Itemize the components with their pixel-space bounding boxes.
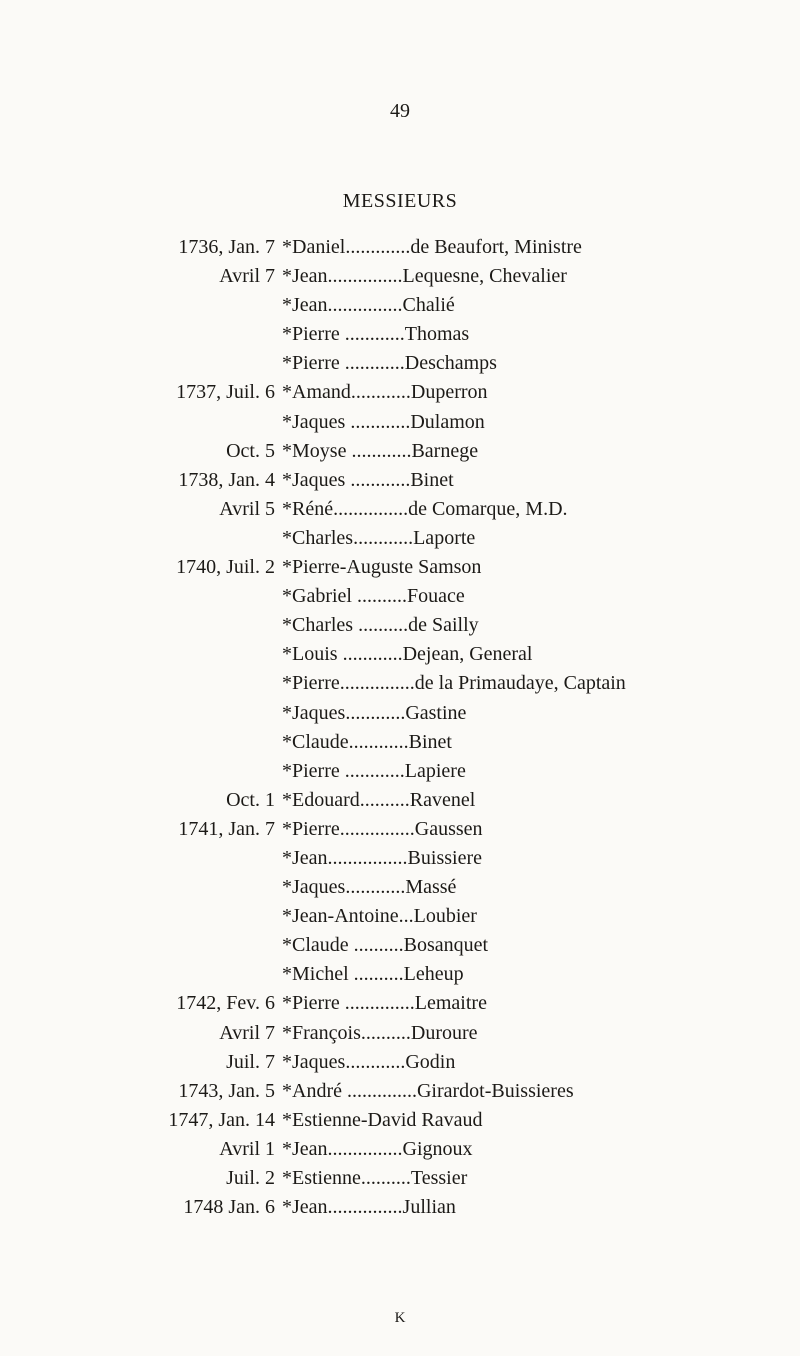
register-entry bbox=[0, 786, 800, 815]
given-name: *Pierre-Auguste Samson bbox=[282, 556, 482, 579]
entry-date: Avril 1 bbox=[219, 1137, 275, 1160]
register-entry bbox=[0, 291, 800, 320]
surname: Buissiere bbox=[407, 846, 482, 869]
dot-leader: ............ bbox=[339, 323, 405, 346]
dot-leader: .......... bbox=[348, 934, 404, 957]
register-entry bbox=[0, 1077, 800, 1106]
register-entry bbox=[0, 233, 800, 262]
register-entry bbox=[0, 699, 800, 728]
surname: Jullian bbox=[402, 1196, 456, 1219]
dot-leader: ............ bbox=[346, 439, 412, 462]
register-entry bbox=[0, 1193, 800, 1222]
entry-date: Oct. 5 bbox=[226, 439, 275, 462]
dot-leader: ............ bbox=[339, 352, 405, 375]
entry-name bbox=[282, 1048, 455, 1077]
given-name: *Charles bbox=[282, 526, 354, 549]
given-name: *Pierre bbox=[282, 992, 340, 1015]
entry-name bbox=[282, 582, 465, 611]
entry-name bbox=[282, 960, 464, 989]
dot-leader: ............ bbox=[350, 381, 411, 404]
surname: Lemaitre bbox=[414, 992, 487, 1015]
register-entry bbox=[0, 437, 800, 466]
surname: de Beaufort, Ministre bbox=[410, 236, 582, 258]
given-name: *André bbox=[282, 1079, 342, 1102]
entry-name bbox=[282, 378, 488, 407]
entry-name bbox=[282, 873, 456, 902]
register-entry bbox=[0, 611, 800, 640]
page-number: 49 bbox=[390, 100, 410, 122]
dot-leader: ............... bbox=[339, 817, 415, 840]
dot-leader: .......... bbox=[351, 585, 407, 608]
entry-name bbox=[282, 669, 626, 698]
surname: Tessier bbox=[410, 1167, 468, 1189]
given-name: *Claude bbox=[282, 730, 349, 753]
surname: Leheup bbox=[403, 963, 464, 986]
register-list bbox=[0, 233, 800, 1222]
dot-leader: .......... bbox=[353, 614, 409, 637]
entry-name bbox=[282, 495, 568, 524]
entry-date: 1743, Jan. 5 bbox=[178, 1079, 275, 1102]
dot-leader: ............ bbox=[345, 701, 406, 724]
entry-name bbox=[282, 437, 478, 466]
entry-date: Avril 7 bbox=[219, 1021, 275, 1044]
entry-name bbox=[282, 1193, 456, 1222]
surname: Godin bbox=[405, 1050, 456, 1073]
register-entry bbox=[0, 262, 800, 291]
entry-date: 1736, Jan. 7 bbox=[178, 236, 275, 258]
surname: Barnege bbox=[411, 439, 479, 462]
given-name: *Charles bbox=[282, 614, 354, 637]
given-name: *Pierre bbox=[282, 759, 340, 782]
dot-leader: ............ bbox=[353, 526, 414, 549]
dot-leader: ............ bbox=[348, 730, 409, 753]
dot-leader: ............... bbox=[327, 294, 403, 317]
given-name: *Jean bbox=[282, 846, 328, 869]
given-name: *Jean bbox=[282, 265, 328, 288]
entry-name bbox=[282, 1164, 467, 1193]
register-entry bbox=[0, 349, 800, 378]
register-entry bbox=[0, 757, 800, 786]
entry-date: Avril 5 bbox=[219, 497, 275, 520]
dot-leader: .......... bbox=[360, 1021, 411, 1044]
given-name: *Pierre bbox=[282, 323, 340, 346]
surname: Fouace bbox=[406, 585, 465, 608]
surname: Binet bbox=[410, 468, 454, 491]
register-entry bbox=[0, 815, 800, 844]
register-entry bbox=[0, 1106, 800, 1135]
surname: Gaussen bbox=[414, 817, 483, 840]
given-name: *Jaques bbox=[282, 876, 346, 899]
surname: Binet bbox=[408, 730, 452, 753]
surname: Laporte bbox=[413, 526, 476, 549]
register-entry bbox=[0, 408, 800, 437]
surname: Deschamps bbox=[404, 352, 497, 375]
surname: Lapiere bbox=[404, 759, 466, 782]
dot-leader: ............... bbox=[327, 265, 403, 288]
given-name: *François bbox=[282, 1021, 361, 1044]
surname: Gastine bbox=[405, 701, 467, 724]
entry-name bbox=[282, 931, 488, 960]
surname: Gignoux bbox=[402, 1137, 473, 1160]
surname: Loubier bbox=[413, 905, 477, 928]
dot-leader: ............... bbox=[339, 672, 415, 695]
dot-leader: ... bbox=[398, 905, 414, 928]
entry-name bbox=[282, 524, 475, 553]
dot-leader: ............ bbox=[345, 876, 406, 899]
dot-leader: ................ bbox=[327, 846, 408, 869]
register-entry bbox=[0, 524, 800, 553]
given-name: *Claude bbox=[282, 934, 349, 957]
surname: Girardot-Buissieres bbox=[416, 1079, 574, 1102]
surname: Thomas bbox=[404, 323, 470, 346]
signature-mark: K bbox=[394, 1310, 406, 1326]
given-name: *Jaques bbox=[282, 701, 346, 724]
register-entry bbox=[0, 931, 800, 960]
entry-date: Oct. 1 bbox=[226, 788, 275, 811]
entry-date: Avril 7 bbox=[219, 265, 275, 288]
surname: Chalié bbox=[402, 294, 455, 317]
dot-leader: .......... bbox=[359, 788, 410, 811]
given-name: *Jean-Antoine bbox=[282, 905, 399, 928]
entry-date: Juil. 7 bbox=[226, 1050, 275, 1073]
entry-name bbox=[282, 553, 481, 582]
entry-date: 1738, Jan. 4 bbox=[178, 468, 275, 491]
given-name: *Gabriel bbox=[282, 585, 352, 608]
surname: Bosanquet bbox=[403, 934, 489, 957]
register-entry bbox=[0, 902, 800, 931]
register-entry bbox=[0, 582, 800, 611]
surname: Dejean, General bbox=[402, 643, 533, 666]
dot-leader: .............. bbox=[341, 1079, 417, 1102]
given-name: *Moyse bbox=[282, 439, 347, 462]
entry-name bbox=[282, 611, 479, 640]
entry-name bbox=[282, 844, 482, 873]
register-entry bbox=[0, 320, 800, 349]
register-entry bbox=[0, 1048, 800, 1077]
dot-leader: ............ bbox=[339, 759, 405, 782]
entry-name bbox=[282, 989, 487, 1018]
register-entry bbox=[0, 844, 800, 873]
entry-name bbox=[282, 291, 455, 320]
entry-date: 1748 Jan. 6 bbox=[183, 1196, 275, 1219]
dot-leader: .......... bbox=[360, 1167, 411, 1189]
register-entry bbox=[0, 1164, 800, 1193]
given-name: *Michel bbox=[282, 963, 349, 986]
register-entry bbox=[0, 873, 800, 902]
entry-name bbox=[282, 349, 497, 378]
given-name: *Pierre bbox=[282, 352, 340, 375]
surname: Duroure bbox=[410, 1021, 478, 1044]
dot-leader: ............ bbox=[337, 643, 403, 666]
given-name: *Louis bbox=[282, 643, 338, 666]
surname: de Comarque, M.D. bbox=[408, 497, 568, 520]
entry-name bbox=[282, 902, 477, 931]
given-name: *Pierre bbox=[282, 817, 340, 840]
entry-name bbox=[282, 1077, 574, 1106]
dot-leader: .......... bbox=[348, 963, 404, 986]
register-entry bbox=[0, 495, 800, 524]
entry-name bbox=[282, 815, 483, 844]
given-name: *Jean bbox=[282, 294, 328, 317]
register-entry bbox=[0, 960, 800, 989]
surname: Ravenel bbox=[409, 788, 476, 811]
register-entry bbox=[0, 378, 800, 407]
entry-date: Juil. 2 bbox=[226, 1167, 275, 1189]
given-name: *Edouard bbox=[282, 788, 360, 811]
dot-leader: ............. bbox=[345, 236, 411, 258]
given-name: *Amand bbox=[282, 381, 351, 404]
entry-date: 1740, Juil. 2 bbox=[176, 556, 275, 579]
entry-name bbox=[282, 728, 452, 757]
given-name: *Jean bbox=[282, 1137, 328, 1160]
dot-leader: .............. bbox=[339, 992, 415, 1015]
given-name: *Jean bbox=[282, 1196, 328, 1219]
entry-name bbox=[282, 466, 454, 495]
register-entry bbox=[0, 1019, 800, 1048]
entry-name bbox=[282, 233, 582, 262]
surname: Lequesne, Chevalier bbox=[402, 265, 567, 288]
dot-leader: ............ bbox=[345, 410, 411, 433]
given-name: *Daniel bbox=[282, 236, 346, 258]
surname: Massé bbox=[405, 876, 457, 899]
entry-date: 1737, Juil. 6 bbox=[176, 381, 275, 404]
surname: Dulamon bbox=[410, 410, 485, 433]
surname: de Sailly bbox=[408, 614, 479, 637]
dot-leader: ............ bbox=[345, 1050, 406, 1073]
entry-name bbox=[282, 757, 466, 786]
entry-name bbox=[282, 408, 485, 437]
entry-date: 1741, Jan. 7 bbox=[178, 817, 275, 840]
entry-name bbox=[282, 640, 532, 669]
dot-leader: ............... bbox=[333, 497, 409, 520]
register-entry bbox=[0, 466, 800, 495]
given-name: *Jaques bbox=[282, 410, 346, 433]
entry-name bbox=[282, 1019, 478, 1048]
given-name: *Jaques bbox=[282, 1050, 346, 1073]
register-entry bbox=[0, 1135, 800, 1164]
dot-leader: ............ bbox=[345, 468, 411, 491]
surname: Duperron bbox=[410, 381, 488, 404]
given-name: *Estienne-David Ravaud bbox=[282, 1108, 483, 1131]
given-name: *Pierre bbox=[282, 672, 340, 695]
dot-leader: ............... bbox=[327, 1196, 403, 1219]
register-entry bbox=[0, 989, 800, 1018]
surname: de la Primaudaye, Captain bbox=[414, 672, 626, 695]
given-name: *Réné bbox=[282, 497, 334, 520]
entry-date: 1742, Fev. 6 bbox=[176, 992, 275, 1015]
register-entry bbox=[0, 553, 800, 582]
entry-name bbox=[282, 786, 475, 815]
register-entry bbox=[0, 640, 800, 669]
page-heading: MESSIEURS bbox=[342, 190, 458, 212]
entry-name bbox=[282, 320, 469, 349]
entry-name bbox=[282, 1106, 483, 1135]
entry-name bbox=[282, 1135, 473, 1164]
register-entry bbox=[0, 669, 800, 698]
dot-leader: ............... bbox=[327, 1137, 403, 1160]
entry-name bbox=[282, 699, 466, 728]
entry-name bbox=[282, 262, 567, 291]
entry-date: 1747, Jan. 14 bbox=[168, 1108, 275, 1131]
register-entry bbox=[0, 728, 800, 757]
given-name: *Estienne bbox=[282, 1167, 361, 1189]
given-name: *Jaques bbox=[282, 468, 346, 491]
